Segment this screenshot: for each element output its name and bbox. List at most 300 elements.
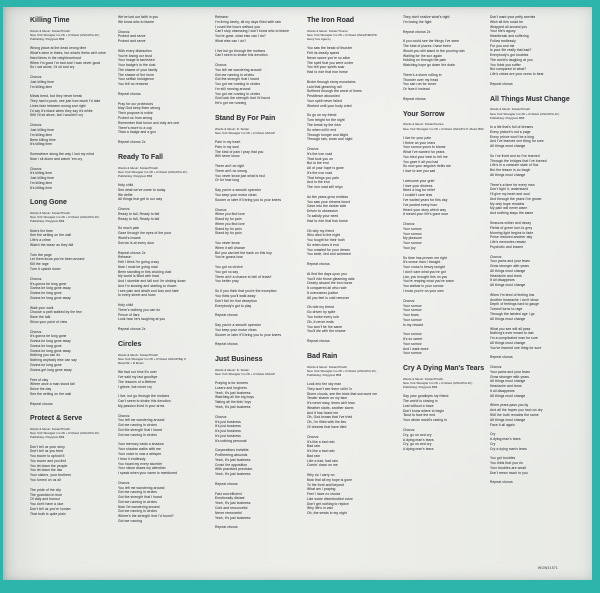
- lyric-line: Oh, it never ends: [307, 319, 334, 324]
- lyric-line: Cold and resourceful: [215, 506, 248, 511]
- lyrics-column: [118, 15, 205, 577]
- lyric-line: Storm clouds, see the trials that surround me: [307, 391, 378, 396]
- lyric-line: All things must change: [490, 268, 526, 273]
- stanza: [118, 303, 205, 322]
- lyric-line: Like some disembodied voice: [307, 496, 353, 501]
- lyric-line: Still the truth remains the same: [490, 413, 539, 418]
- lyric-line: Chorus:: [307, 434, 320, 439]
- lyric-line: Life's crises are your cross to bear: [490, 72, 544, 77]
- lyric-line: You wallow in your sorrow: [403, 284, 444, 289]
- lyric-line: All things that get in our way: [118, 197, 163, 202]
- lyric-line: Comin' down on me: [307, 463, 338, 468]
- lyric-line: Can't seem to shake this devotion: [215, 53, 268, 58]
- lyric-line: I love your distress: [403, 183, 433, 188]
- lyric-line: Or face it instead: [403, 87, 430, 92]
- lyric-line: Release:: [215, 15, 229, 19]
- lyric-line: I'm losing the fight: [403, 19, 432, 24]
- lyric-line: Stand by for pain: [215, 231, 242, 236]
- lyric-line: You'll ride those gleaming rails: [307, 276, 355, 281]
- lyric-line: Where's the strength that I'd found?: [118, 514, 174, 519]
- lyric-line: Gonna be long gone away: [30, 339, 71, 344]
- lyric-line: Your cross is heavy tonight: [403, 265, 445, 270]
- lyric-line: You'll die with the shame: [307, 329, 346, 334]
- lyric-line: You left me wandering around: [215, 67, 262, 72]
- lyric-line: Don't get nothing to rejoice: [307, 501, 349, 506]
- lyric-line: Cry, go on and cry: [403, 442, 432, 447]
- lyric-line: It's gonna be long gone: [30, 334, 67, 339]
- lyric-line: That truth is quite plain: [30, 511, 66, 516]
- lyric-line: Of duty and honour: [30, 497, 61, 502]
- stanza: [30, 488, 117, 517]
- lyric-line: You felt your spirits soar: [307, 65, 345, 70]
- stanza: [307, 473, 394, 516]
- lyric-line: It's so sweet: [403, 337, 423, 342]
- stanza: [215, 482, 302, 487]
- lyric-line: The world's laughing at you: [490, 57, 533, 62]
- stanza: [215, 381, 302, 410]
- lyric-line: Your sorrow: [403, 303, 422, 308]
- lyric-line: Your spirit never failed: [307, 98, 342, 103]
- stanza: [30, 330, 117, 373]
- lyric-line: I grieve, but never cry: [118, 384, 153, 389]
- lyric-line: And it has found me: [307, 410, 339, 415]
- lyric-line: Release:: [118, 255, 132, 260]
- stanza: [215, 63, 302, 106]
- lyric-line: Words & Music: D. Snider: [215, 126, 250, 131]
- stanza: [30, 306, 117, 325]
- lyric-line: Wrong place at the dead wrong time: [30, 46, 87, 51]
- lyric-line: Don't know where to begin: [403, 408, 445, 413]
- stanza: [118, 183, 205, 202]
- song-title: Stand By For Pain: [215, 115, 276, 123]
- lyric-line: Pestilence abounded: [307, 94, 340, 99]
- lyric-line: Gonna be long gone: [30, 343, 62, 348]
- lyric-line: It's nothing personal: [215, 438, 247, 443]
- lyric-line: Yeah, it's just business: [215, 515, 251, 520]
- lyric-line: I thrive on your tears: [403, 140, 436, 145]
- stanza: [118, 394, 205, 408]
- lyric-line: Chorus:: [30, 123, 43, 128]
- stanza: [490, 82, 588, 87]
- lyric-line: I welcome your grief: [403, 178, 435, 183]
- lyric-line: You got troubles: [490, 456, 516, 461]
- song-credits: [215, 127, 302, 135]
- lyric-line: There ain't a chance in hell of leavin': [215, 274, 273, 279]
- lyric-line: It's like a bad rain: [307, 449, 335, 454]
- lyric-line: We had our time it's over: [118, 370, 157, 375]
- lyric-line: Somewhere along the way I lost my mind: [30, 152, 94, 157]
- lyric-line: You're gone, what else can I do?: [215, 34, 266, 39]
- lyric-line: Hell I think I'm going crazy: [118, 260, 160, 265]
- lyric-line: I live, but go through the motions: [118, 394, 170, 399]
- lyric-line: The kind of places I have been: [403, 44, 451, 49]
- lyric-line: Wrapped all around you: [490, 24, 528, 29]
- lyric-line: When you find love: [215, 212, 245, 217]
- lyric-line: Yeah, it's just business: [215, 457, 251, 462]
- lyric-line: Losers and forgivers: [215, 385, 247, 390]
- lyric-line: Is my reward: [403, 322, 424, 327]
- lyric-line: Words & Music: D. Snider: [215, 367, 250, 372]
- lyric-line: Your sisters, your brothers: [30, 473, 72, 478]
- song-title: Ready To Fall: [118, 153, 163, 161]
- lyric-line: My pleasure: [403, 236, 423, 241]
- stanza: [403, 97, 490, 102]
- song-credits: [30, 427, 117, 440]
- lyric-line: Don't fall for that deception: [215, 298, 258, 303]
- lyric-line: Tender shame on my face: [307, 396, 348, 401]
- song-title: Your Sorrow: [403, 110, 445, 118]
- lyric-line: Oh, I'm filled with the lies: [307, 420, 347, 425]
- lyric-line: And nothing stays the same: [490, 211, 534, 216]
- lyric-line: You broke every rule: [307, 315, 340, 319]
- stanza: [30, 167, 117, 191]
- lyric-line: Gonna be long gone away: [30, 286, 71, 291]
- lyric-line: And through the years I've grown: [490, 196, 542, 201]
- stanza: [307, 46, 394, 75]
- song-title: The Iron Road: [307, 17, 355, 24]
- lyric-line: Holy child: [118, 303, 134, 308]
- lyric-line: Emotionally distant: [215, 496, 245, 501]
- stanza: [215, 415, 302, 444]
- lyric-line: Repeat chorus: [118, 91, 141, 96]
- lyric-line: Seize the day: [30, 387, 52, 392]
- lyric-line: Chorus:: [30, 166, 43, 171]
- stanza: [215, 208, 302, 237]
- lyric-line: Don't tell us you tried: [30, 449, 63, 454]
- lyric-line: So go on my friend: [307, 113, 337, 118]
- lyric-line: All things must change: [490, 172, 526, 177]
- lyric-line: Protect and serve: [118, 34, 146, 39]
- lyric-line: Can't stop obsessing I don't know who to blame: [215, 29, 290, 34]
- lyric-line: The pride of the city: [30, 487, 62, 492]
- lyric-line: They don't realize what's right: [403, 15, 450, 19]
- song-title: Just Business: [215, 356, 263, 364]
- lyric-line: It's never easy, times ain't lean: [307, 401, 355, 406]
- lyric-line: Gonna be long gone: [30, 291, 62, 296]
- lyric-line: Repeat chorus: [490, 355, 513, 360]
- lyric-line: Repeat chorus: [403, 96, 426, 101]
- lyric-line: Gonna be long gone away: [30, 348, 71, 353]
- lyric-line: You haunt my every slumber: [118, 461, 163, 466]
- lyric-line: Gonna be long gone: [30, 363, 62, 368]
- lyric-line: Chorus:: [490, 254, 503, 259]
- lyric-line: New York Wrangler Inc./W + R Music (ASCAP/A.W.): [307, 368, 377, 373]
- lyric-line: Chorus:: [307, 147, 320, 152]
- lyric-line: Don't tell us your story: [30, 444, 65, 449]
- lyric-line: You crawled for your dream: [307, 247, 350, 252]
- lyric-line: It overcomes justice: [307, 290, 339, 295]
- lyric-line: The shame of the force: [118, 72, 155, 77]
- lyric-line: I'm killing time: [30, 84, 53, 89]
- stanza: [490, 355, 588, 360]
- lyric-line: Chorus:: [118, 29, 131, 34]
- lyric-line: Choose a path walked by the few: [30, 310, 82, 315]
- lyric-line: Pulse restored another day: [490, 235, 533, 240]
- lyric-line: Chorus:: [30, 329, 43, 334]
- song-credits: [118, 353, 205, 366]
- lyric-line: Don't fight it, understand: [490, 187, 529, 192]
- lyric-line: You got no say: [215, 269, 239, 274]
- lyrics-column: [30, 15, 117, 577]
- lyric-line: New York Wrangler Inc./W + R Music ASCAP/Big If: [118, 356, 186, 361]
- lyric-line: Where once a man stood tall: [30, 382, 75, 387]
- stanza: [118, 102, 205, 135]
- song-credits: [403, 122, 490, 130]
- lyric-line: Clearly aboard the iron horse: [307, 281, 353, 286]
- lyric-line: Remember that honor and duty are one: [118, 120, 180, 125]
- lyric-line: Your sorrow: [403, 226, 422, 231]
- lyric-line: What you see will all pass: [490, 326, 531, 331]
- lyric-line: 'Bout to face the end: [403, 413, 436, 418]
- lyric-line: Chorus:: [403, 222, 416, 227]
- lyric-line: Your pains and your fears: [490, 369, 530, 374]
- lyric-line: Words & Music: Snider/Pitrelli: [30, 211, 70, 216]
- lyric-line: Crush the opposition: [215, 462, 248, 467]
- song-credits: [307, 365, 394, 378]
- song-credits: [30, 211, 117, 224]
- lyric-line: You gave it all you had: [403, 159, 439, 164]
- lyric-line: Publishing: Polygram BMI: [490, 115, 525, 120]
- lyric-line: But compared to what?: [490, 67, 527, 72]
- lyric-line: You felt no remorse: [118, 82, 149, 87]
- lyric-line: Holding on through the pain: [403, 58, 447, 63]
- lyric-line: Got me running in circles: [118, 490, 157, 495]
- lyric-line: Waiting for the sun again: [403, 53, 442, 58]
- lyric-line: You got no choice: [215, 265, 243, 270]
- lyric-line: The world is closing in: [403, 399, 438, 404]
- lyric-line: Say your goodbyes my friend: [403, 394, 449, 399]
- lyric-line: Profiteering abounds: [215, 453, 248, 458]
- stanza: [30, 402, 117, 407]
- lyric-line: With every distraction: [118, 48, 152, 53]
- stanza: [118, 226, 205, 245]
- song-credits: [118, 166, 205, 179]
- lyric-line: The iron road will reign: [307, 185, 343, 190]
- lyric-line: Repeat chorus: [30, 401, 53, 406]
- lyric-line: Chorus:: [30, 276, 43, 281]
- stanza: [307, 435, 394, 468]
- lyric-line: You're gonna lose: [215, 255, 243, 260]
- lyric-line: Worked until your body cried: [307, 103, 352, 108]
- lyric-line: Heartbreak and suffering: [490, 34, 529, 39]
- lyric-line: Your badge's in the dust: [118, 63, 156, 68]
- lyric-line: Just killing time: [30, 127, 55, 132]
- lyric-line: It conquered all who rode: [307, 286, 347, 291]
- lyrics-column: [490, 15, 588, 577]
- lyric-line: Words & Music: Snider/Pitrelli: [30, 427, 70, 432]
- lyric-line: You got me running in circles: [215, 82, 261, 87]
- lyric-line: Publishing: Polygram BMI: [30, 219, 65, 224]
- lyric-line: You stole, lied and schemed: [307, 252, 351, 257]
- stanza: [118, 15, 205, 25]
- stanza: [215, 265, 302, 284]
- lyric-line: Your sorrow: [403, 332, 422, 337]
- lyric-line: You let down the people: [30, 463, 68, 468]
- lyric-line: As the years grow endless: [307, 194, 349, 199]
- lyric-line: Fields of green turn to grey: [490, 225, 533, 230]
- lyric-line: Oh ride my friend: [307, 305, 334, 310]
- lyric-line: And I'm slowing and starting to drown: [118, 283, 177, 288]
- lyric-line: Praying is for sinners: [215, 381, 248, 386]
- lyric-line: Feel I have no choice: [307, 492, 341, 497]
- lyric-line: You saw your dreams found: [307, 199, 351, 204]
- lyric-line: We defile: [118, 192, 133, 197]
- lyric-line: Holy child: [118, 183, 134, 188]
- lyric-line: Feet of clay: [30, 377, 49, 382]
- lyric-line: There ain't no wrong: [215, 168, 247, 173]
- lyric-line: Can't seem to shake this devotion: [118, 399, 171, 404]
- lyric-line: So if you think that you're the exception: [215, 289, 277, 294]
- stanza: [118, 92, 205, 97]
- stanza: [118, 370, 205, 389]
- lyric-line: New York Wrangler Inc./W + R Music (ASCAP/A.W.): [30, 215, 100, 220]
- lyric-line: Turmoil turns to rage: [490, 307, 523, 312]
- lyric-line: Psychotic and insane: [490, 244, 524, 249]
- lyric-line: Just killing time: [30, 176, 55, 181]
- lyric-line: The kind of pain I pray that you: [215, 149, 264, 154]
- lyric-line: For you and me: [490, 43, 515, 48]
- lyric-line: I see pain and death and loss and hate: [118, 288, 179, 293]
- lyric-line: In every street and town: [118, 293, 156, 298]
- stanza: [215, 241, 302, 260]
- lyric-line: Who died in the night: [307, 233, 341, 238]
- lyric-line: Your sorrow: [403, 351, 422, 356]
- lyric-line: Wish all this could be: [490, 19, 524, 24]
- lyric-line: It's just business: [215, 433, 241, 438]
- lyric-line: Kill the rage: [30, 262, 49, 267]
- lyric-line: Your sorrow: [403, 317, 422, 322]
- stanza: [403, 15, 490, 25]
- lyric-line: You keep your motor clean: [215, 192, 257, 197]
- lyric-line: You left me wandering around: [118, 485, 165, 490]
- lyric-line: New York Wrangler Inc./W + R Music ASCAP: [215, 371, 275, 376]
- lyric-line: Life's a crime: [30, 238, 51, 243]
- lyric-line: Been standing in this choking dust: [118, 269, 172, 274]
- stanza: [307, 147, 394, 190]
- lyric-line: Nothing's ever meant to last: [490, 331, 534, 336]
- lyric-line: Protect us from wrong: [118, 116, 153, 121]
- lyric-line: Everybody's got troubles: [490, 53, 529, 58]
- lyric-line: All things must change: [490, 316, 526, 321]
- lyric-line: Walk your walk: [30, 305, 54, 310]
- lyric-line: Life's in a constant state of flux: [490, 163, 539, 168]
- lyric-line: I know you're on your own: [403, 288, 444, 293]
- lyric-line: You think you suffer: [490, 62, 521, 67]
- lyric-line: I've waited years for this day: [403, 197, 448, 202]
- lyric-line: You never know: [215, 241, 240, 246]
- lyric-line: Had to ride that iron horse: [307, 70, 348, 75]
- stanza: [215, 289, 302, 308]
- lyric-line: All things must change: [490, 283, 526, 288]
- lyric-line: Repeat chorus: [490, 81, 513, 86]
- lyric-line: Protect and serve: [118, 39, 146, 44]
- lyric-line: Chorus:: [215, 207, 228, 212]
- lyric-line: Words & Music: Snider/Pitrelli: [490, 107, 530, 112]
- lyric-line: Repeat chorus: [215, 481, 238, 486]
- stanza: [215, 525, 302, 530]
- lyric-line: Words & Music: Snider/Pitrelli: [403, 376, 443, 381]
- stanza: [490, 15, 588, 77]
- lyric-line: Through the bridges that I've burned: [490, 158, 547, 163]
- lyric-line: Just killing time: [30, 79, 55, 84]
- lyric-line: With practiced precision: [215, 467, 253, 472]
- lyric-line: Prince of liars: [118, 312, 140, 317]
- lyric-line: Driven to obsession: [307, 209, 338, 214]
- stanza: [30, 75, 117, 89]
- lyric-line: World's insane: [118, 235, 141, 240]
- lyric-line: Yeah, it's just business: [215, 472, 251, 477]
- lyric-line: Now that all my hope is gone: [307, 477, 353, 482]
- lyric-line: My world is filled with lead: [118, 274, 159, 279]
- lyric-line: Turn freight for the night: [307, 118, 345, 123]
- lyric-line: Repeat chorus: [490, 480, 513, 485]
- lyric-line: So I've lived and so I've learned: [490, 153, 540, 158]
- lyric-line: Don't want your petty worries: [490, 15, 536, 19]
- lyric-line: But you can bet the bank on this boy: [215, 250, 272, 255]
- lyric-line: And all the hopes you had run dry: [490, 408, 543, 413]
- stanza: [30, 152, 117, 162]
- stanza: [307, 229, 394, 258]
- stanza: [215, 49, 302, 59]
- lyric-line: It's the iron road: [307, 151, 333, 156]
- lyric-line: Everybody's got to play: [215, 303, 252, 308]
- lyric-line: Suffered through the worst of times: [307, 89, 362, 94]
- stanza: [403, 299, 490, 328]
- lyric-line: Watching hope go down the drain: [403, 63, 456, 68]
- lyric-line: So when will it end: [307, 127, 337, 132]
- lyric-line: We know who to blame: [118, 19, 155, 24]
- stanza: [490, 403, 588, 427]
- lyric-line: Chorus:: [30, 75, 43, 80]
- lyric-line: There ain't no right: [215, 164, 245, 169]
- lyric-line: Save the talk: [30, 315, 51, 320]
- lyric-line: Chorus:: [403, 298, 416, 303]
- lyric-line: Publishing: Polygram BMI: [403, 385, 438, 390]
- stanza: [118, 207, 205, 221]
- lyric-line: You saw the beast of thunder: [307, 46, 353, 51]
- lyric-line: Like a bad, bad rain: [307, 458, 338, 463]
- lyric-line: He's got me running: [215, 101, 247, 106]
- lyric-line: Now's the time: [30, 228, 53, 233]
- lyric-line: And I want more: [403, 346, 429, 351]
- lyric-line: All things must change: [490, 144, 526, 149]
- lyric-line: I'm killing time: [30, 180, 53, 185]
- lyric-line: Chorus:: [215, 63, 228, 68]
- stanza: [215, 15, 302, 44]
- stanza: [215, 140, 302, 159]
- lyric-line: It's killing time: [30, 142, 53, 147]
- lyric-line: My passion lived in your arms: [118, 403, 165, 408]
- lyric-line: Publishing: Polygram BMI: [30, 37, 65, 42]
- lyric-line: I've said my last goodbye: [118, 375, 158, 380]
- stanza: [403, 136, 490, 174]
- lyric-line: Heartache and tears: [490, 384, 522, 389]
- lyric-line: Never swore you're so alive: [307, 55, 351, 60]
- lyric-line: Repeat chorus 2x: [118, 327, 146, 332]
- lyric-line: Your sorrow yours to blame: [403, 145, 446, 150]
- lyric-line: The break by the rider: [307, 122, 342, 127]
- lyric-line: Lines fade between wrong and right: [30, 103, 86, 108]
- lyric-line: Had to ride that iron horse: [307, 218, 348, 223]
- lyric-line: Liar, you brought this on you: [403, 274, 448, 279]
- lyric-line: Oh why my friend: [307, 228, 335, 233]
- stanza: [118, 30, 205, 44]
- lyric-line: Face it all again: [490, 422, 515, 427]
- lyric-line: Sorrow is at every door: [118, 240, 155, 245]
- lyric-line: Through rain, snow and night: [307, 137, 353, 142]
- lyrics-column: [307, 15, 394, 577]
- lyric-line: But the lesson is so tough: [490, 168, 531, 173]
